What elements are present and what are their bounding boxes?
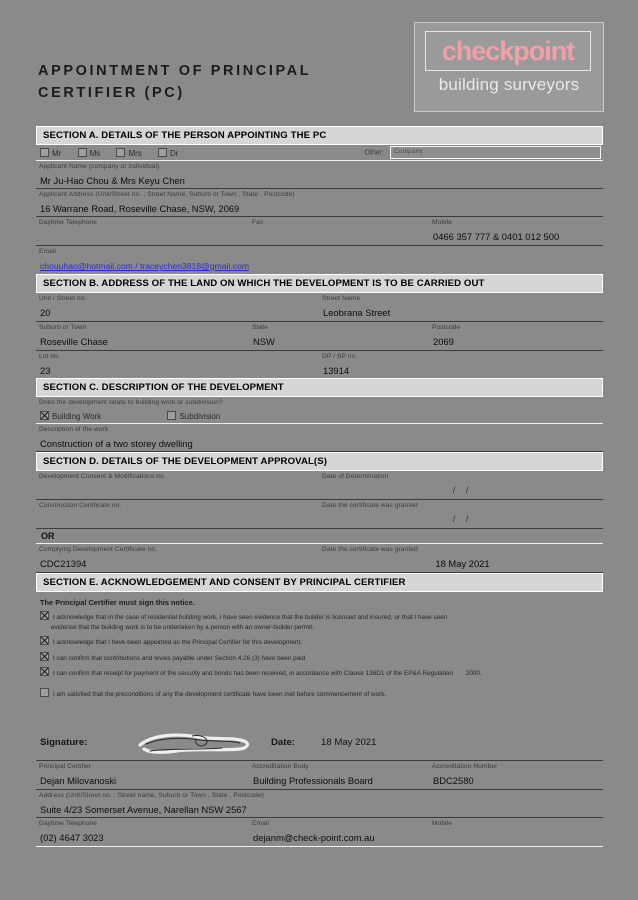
cc-date-value[interactable]: / /: [452, 514, 473, 524]
acknowledgement-1-text: I acknowledge that in the case of residential building work, I have seen evidence that the builder is licensed and insured, or that I have seen: [53, 614, 448, 621]
signature-row: [36, 729, 603, 759]
applicant-email-value-wrap: [36, 257, 603, 274]
applicant-address-row: [36, 189, 603, 217]
other-title-group: [365, 146, 601, 159]
option-building-work[interactable]: [40, 412, 101, 421]
postcode-value[interactable]: 2069: [433, 336, 454, 347]
acknowledgement-item[interactable]: [36, 609, 603, 634]
checkbox-subdivision[interactable]: [167, 411, 176, 420]
certifier-mobile-cell: [429, 818, 603, 845]
development-type-question: Does the development relate to building work or subdivision?: [39, 399, 223, 406]
applicant-name-value[interactable]: Mr Ju-Hao Chou & Mrs Keyu Chen: [36, 172, 603, 189]
applicant-address-label: Applicant Address (Unit/Street no. , Street Name, Suburb or Town , State , Postcode): [39, 191, 295, 198]
section-e-heading: SECTION E. ACKNOWLEDGEMENT AND CONSENT BY PRINCIPAL CERTIFIER: [36, 573, 603, 592]
suburb-cell: [36, 322, 249, 349]
state-cell: [249, 322, 429, 349]
applicant-email-link[interactable]: chouuhao@hotmail.com / traceychen3818@gmail.com: [40, 261, 250, 271]
checkbox-acknowledgement-3[interactable]: [40, 652, 49, 661]
state-value[interactable]: NSW: [253, 336, 275, 347]
page-title-line2: CERTIFIER (PC): [38, 85, 185, 101]
applicant-mobile-cell: [429, 217, 603, 244]
section-d-heading: SECTION D. DETAILS OF THE DEVELOPMENT APPROVAL(S): [36, 452, 603, 471]
applicant-fax-cell: [249, 217, 429, 244]
cdc-label: Complying Development Certificate no.: [39, 546, 158, 553]
applicant-fax-value[interactable]: [249, 228, 429, 244]
certifier-label: Principal Certifier: [39, 763, 92, 770]
street-cell: [319, 293, 602, 320]
dp-value[interactable]: 13914: [323, 365, 350, 376]
signature-mark: [136, 731, 256, 757]
checkbox-mr[interactable]: [40, 148, 49, 157]
certifier-mobile-value[interactable]: [429, 829, 603, 845]
signature-date-label: Date:: [271, 737, 295, 748]
certifier-notice: The Principal Certifier must sign this notice.: [40, 598, 195, 607]
accreditation-body-cell: [249, 761, 429, 788]
applicant-phone-value[interactable]: [36, 228, 249, 244]
salutation-mrs-label: Mrs: [128, 149, 142, 158]
consent-value[interactable]: [36, 482, 319, 498]
cdc-cell: [36, 544, 319, 571]
unit-label: Unit / Street no.: [39, 295, 87, 302]
certifier-email-label: Email: [252, 820, 269, 827]
certifier-value[interactable]: Dejan Milovanoski: [40, 775, 117, 786]
accreditation-number-label: Accreditation Number: [432, 763, 498, 770]
salutation-ms-label: Ms: [89, 149, 101, 158]
suburb-label: Suburb or Town: [39, 324, 87, 331]
logo-tagline: building surveyors: [438, 75, 580, 94]
salutation-mrs[interactable]: [116, 149, 141, 158]
unit-value[interactable]: 20: [40, 307, 51, 318]
work-description-row: [36, 424, 603, 452]
checkbox-acknowledgement-5[interactable]: [40, 688, 49, 697]
accreditation-number-value[interactable]: BDC2580: [433, 775, 474, 786]
cdc-date-value[interactable]: 18 May 2021: [435, 558, 490, 569]
title-salutation-row: [36, 145, 603, 161]
logo-wordmark-text: checkpoint: [441, 36, 575, 66]
postcode-label: Postcode: [432, 324, 461, 331]
form-body: [36, 126, 603, 847]
consent-cell: [36, 471, 319, 498]
suburb-value[interactable]: Roseville Chase: [40, 336, 108, 347]
signature-label: Signature:: [40, 737, 88, 748]
certifier-phone-value[interactable]: (02) 4647 3023: [40, 832, 104, 843]
checkbox-building-work[interactable]: [40, 411, 49, 420]
applicant-mobile-label: Mobile: [432, 219, 453, 226]
or-divider: OR: [36, 529, 603, 544]
dp-cell: [319, 351, 602, 378]
checkbox-dr[interactable]: [158, 148, 167, 157]
certifier-row: [36, 761, 603, 788]
cc-date-label: Date the certificate was granted: [322, 502, 418, 509]
certifier-contact-row: [36, 818, 603, 845]
work-description-value[interactable]: Construction of a two storey dwelling: [36, 435, 603, 452]
applicant-phone-cell: [36, 217, 249, 244]
development-type-options: [36, 408, 603, 424]
option-building-work-label: Building Work: [52, 412, 102, 421]
section-a-heading: SECTION A. DETAILS OF THE PERSON APPOINTING THE PC: [36, 126, 603, 145]
page-title: [38, 60, 418, 104]
other-title-label: Other:: [364, 149, 385, 157]
dp-label: DP / SP no.: [322, 353, 358, 360]
acknowledgement-1-text2: evidence that the building work is to be undertaken by a person with an owner-builder permit.: [51, 623, 314, 631]
work-description-label: Description of the work: [39, 426, 109, 433]
lot-cell: [36, 351, 319, 378]
cc-label: Construction Certificate no.: [39, 502, 122, 509]
unit-cell: [36, 293, 319, 320]
checkbox-acknowledgement-4[interactable]: [40, 667, 49, 676]
cc-value[interactable]: [36, 511, 319, 527]
company-logo: [414, 22, 604, 112]
acknowledgement-2-text: I acknowledge that I have been appointed as the Principal Certifier for this development.: [53, 639, 303, 646]
street-label: Street Name: [322, 295, 361, 302]
acknowledgement-4-text: I can confirm that receipt for payment of the security and bonds has been received, in accordance with Clause 136D1 of the EP&A Regulation: [53, 670, 454, 677]
cdc-value[interactable]: CDC21394: [40, 558, 87, 569]
checkbox-ms[interactable]: [78, 148, 87, 157]
lot-label: Lot no.: [39, 353, 60, 360]
applicant-phone-label: Daytime Telephone: [39, 219, 98, 226]
consent-label: Development Consent & Modifications no.: [39, 473, 166, 480]
acknowledgement-item[interactable]: [36, 681, 603, 702]
accreditation-body-value[interactable]: Building Professionals Board: [253, 775, 373, 786]
applicant-mobile-value[interactable]: 0466 357 777 & 0401 012 500: [433, 231, 560, 242]
salutation-mr-label: Mr: [52, 149, 62, 158]
accreditation-number-cell: [429, 761, 603, 788]
consent-row: [36, 471, 603, 498]
cc-cell: [36, 500, 319, 527]
certifier-email-cell: [249, 818, 429, 845]
certifier-phone-cell: [36, 818, 249, 845]
address-row-2: [36, 322, 603, 349]
certifier-phone-label: Daytime Telephone: [39, 820, 98, 827]
applicant-address-value[interactable]: 16 Warrane Road, Roseville Chase, NSW, 2069: [36, 200, 603, 217]
other-title-input[interactable]: [390, 146, 601, 159]
cdc-date-label: Date the certificate was granted: [322, 546, 418, 553]
option-subdivision[interactable]: [167, 412, 220, 421]
section-b-heading: SECTION B. ADDRESS OF THE LAND ON WHICH THE DEVELOPMENT IS TO BE CARRIED OUT: [36, 274, 603, 293]
other-title-value: Company: [394, 148, 423, 155]
street-value[interactable]: Leobrana Street: [323, 307, 391, 318]
acknowledgement-item[interactable]: [36, 665, 603, 681]
applicant-contact-row: [36, 217, 603, 244]
acknowledgement-4-text2: 2000.: [465, 670, 482, 677]
certifier-cell: [36, 761, 249, 788]
checkbox-acknowledgement-1[interactable]: [40, 611, 49, 620]
certifier-mobile-label: Mobile: [432, 820, 453, 827]
applicant-name-row: [36, 161, 603, 189]
applicant-fax-label: Fax: [252, 219, 264, 226]
acknowledgement-item[interactable]: [36, 634, 603, 650]
checkbox-mrs[interactable]: [116, 148, 125, 157]
cdc-row: [36, 544, 603, 571]
section-c-heading: SECTION C. DESCRIPTION OF THE DEVELOPMENT: [36, 378, 603, 397]
accreditation-body-label: Accreditation Body: [252, 763, 309, 770]
checkbox-acknowledgement-2[interactable]: [40, 636, 49, 645]
logo-wordmark: [425, 31, 591, 71]
signature-date-value[interactable]: 18 May 2021: [321, 737, 377, 748]
determination-date-value[interactable]: / /: [452, 485, 473, 495]
acknowledgement-3-text: I can confirm that contributions and levies payable under Section 4.26 (3) have been paid: [53, 654, 306, 662]
postcode-cell: [429, 322, 603, 349]
address-row-1: [36, 293, 603, 320]
determination-date-label: Date of Determination: [322, 473, 389, 480]
option-subdivision-label: Subdivision: [179, 412, 221, 421]
certifier-email-value[interactable]: dejanm@check-point.com.au: [253, 832, 375, 843]
document-header: [0, 0, 638, 118]
applicant-email-row: [36, 246, 603, 274]
lot-value[interactable]: 23: [40, 365, 51, 376]
address-row-3: [36, 351, 603, 378]
state-label: State: [252, 324, 268, 331]
cc-date-cell: [319, 500, 602, 527]
acknowledgement-5-text: I am satisfied that the preconditions of any the development certificate have been met before commencement of work.: [53, 690, 387, 698]
applicant-name-label: Applicant Name (company or individual): [39, 163, 160, 170]
determination-date-cell: [319, 471, 602, 498]
construction-certificate-row: [36, 500, 603, 527]
cdc-date-cell: [319, 544, 602, 571]
page-title-line1: APPOINTMENT OF PRINCIPAL: [38, 63, 312, 79]
certifier-address-row: [36, 790, 603, 818]
acknowledgement-item[interactable]: [36, 650, 603, 666]
certifier-address-label: Address (Unit/Street no. , Street name, Suburb or Town , State , Postcode): [39, 792, 264, 799]
applicant-email-label: Email: [39, 248, 56, 255]
salutation-dr[interactable]: [158, 149, 178, 158]
salutation-ms[interactable]: [78, 149, 101, 158]
certifier-address-value[interactable]: Suite 4/23 Somerset Avenue, Narellan NSW 2567: [36, 801, 603, 818]
salutation-mr[interactable]: [40, 149, 61, 158]
salutation-dr-label: Dr: [170, 149, 179, 158]
